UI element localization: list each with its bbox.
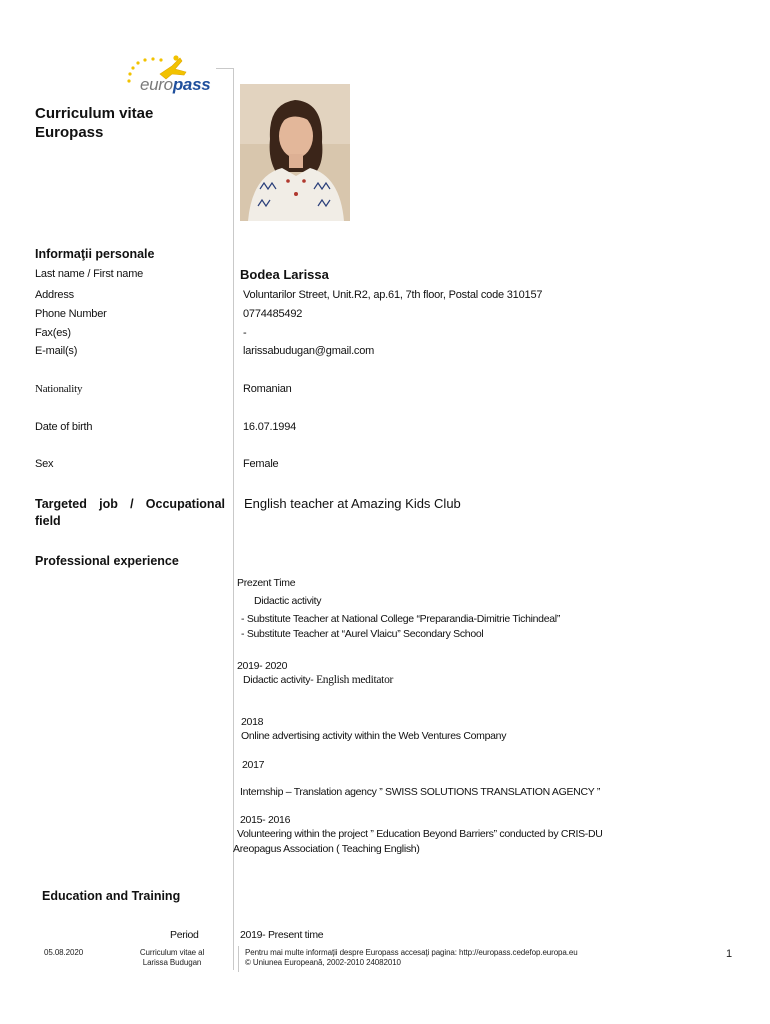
nationality-label: Nationality xyxy=(35,383,83,395)
logo-pass: pass xyxy=(172,75,211,94)
footer-cv-line2: Larissa Budugan xyxy=(142,958,202,967)
footer-cv-line1: Curriculum vitae al xyxy=(139,948,205,957)
footer-info-line2: © Uniunea Europeană, 2002-2010 24082010 xyxy=(245,958,401,967)
cv-title xyxy=(35,104,153,142)
dob-label: Date of birth xyxy=(35,421,93,433)
footer-info-line1[interactable]: Pentru mai multe informaţii despre Europass accesaţi pagina: http://europass.cedefop.europa.eu xyxy=(245,948,578,957)
name-label: Last name / First name xyxy=(35,268,144,280)
column-divider xyxy=(233,68,234,970)
exp1-title: Didactic activity xyxy=(254,595,322,607)
cv-title-line2: Europass xyxy=(35,124,104,141)
email-value[interactable]: larissabudugan@gmail.com xyxy=(243,345,375,357)
exp3-period: 2018 xyxy=(241,716,264,728)
footer-info xyxy=(245,948,578,968)
dob-value: 16.07.1994 xyxy=(243,421,297,433)
phone-value: 0774485492 xyxy=(243,308,303,320)
exp5-line2: Areopagus Association ( Teaching English) xyxy=(233,843,420,855)
exp5-line1: Volunteering within the project ” Education Beyond Barriers” conducted by CRIS-DU xyxy=(237,828,603,840)
divider-top xyxy=(216,68,234,69)
exp2-period: 2019- 2020 xyxy=(237,660,288,672)
exp3-title: Online advertising activity within the Web Ventures Company xyxy=(241,730,507,742)
education-title: Education and Training xyxy=(42,889,181,903)
exp1-line1: - Substitute Teacher at National College “Preparandia-Dimitrie Tichindeal” xyxy=(241,613,561,625)
fax-value: - xyxy=(243,327,247,339)
fax-label: Fax(es) xyxy=(35,327,71,339)
education-period-value: 2019- Present time xyxy=(240,929,324,941)
full-name: Bodea Larissa xyxy=(240,267,329,282)
phone-label: Phone Number xyxy=(35,308,107,320)
personal-info-title: Informaţii personale xyxy=(35,247,155,261)
exp4-period: 2017 xyxy=(242,759,265,771)
exp5-period: 2015- 2016 xyxy=(240,814,291,826)
footer-cv-owner xyxy=(132,948,212,968)
address-label: Address xyxy=(35,289,74,301)
education-period-label: Period xyxy=(170,929,199,941)
logo-wordmark xyxy=(140,75,210,95)
page-number: 1 xyxy=(726,948,733,960)
cv-title-line1: Curriculum vitae xyxy=(35,105,154,122)
address-value: Voluntarilor Street, Unit.R2, ap.61, 7th floor, Postal code 310157 xyxy=(243,289,543,301)
sex-label: Sex xyxy=(35,458,54,470)
exp2-title xyxy=(243,674,393,686)
profile-photo xyxy=(240,84,350,221)
footer-date: 05.08.2020 xyxy=(44,948,84,957)
exp2-title-a: Didactic activity- xyxy=(243,674,317,686)
targeted-job-label: Targeted job / Occupational field xyxy=(35,497,225,528)
exp1-line2: - Substitute Teacher at “Aurel Vlaicu” Secondary School xyxy=(241,628,484,640)
exp1-period: Prezent Time xyxy=(237,577,296,589)
exp4-title: Internship – Translation agency ” SWISS SOLUTIONS TRANSLATION AGENCY ” xyxy=(240,786,601,798)
targeted-job-value: English teacher at Amazing Kids Club xyxy=(244,496,461,511)
experience-title: Professional experience xyxy=(35,554,179,568)
logo-euro: euro xyxy=(140,75,173,94)
nationality-value: Romanian xyxy=(243,383,292,395)
exp2-title-b: English meditator xyxy=(316,674,394,686)
footer-separator xyxy=(238,946,239,972)
sex-value: Female xyxy=(243,458,279,470)
email-label: E-mail(s) xyxy=(35,345,78,357)
